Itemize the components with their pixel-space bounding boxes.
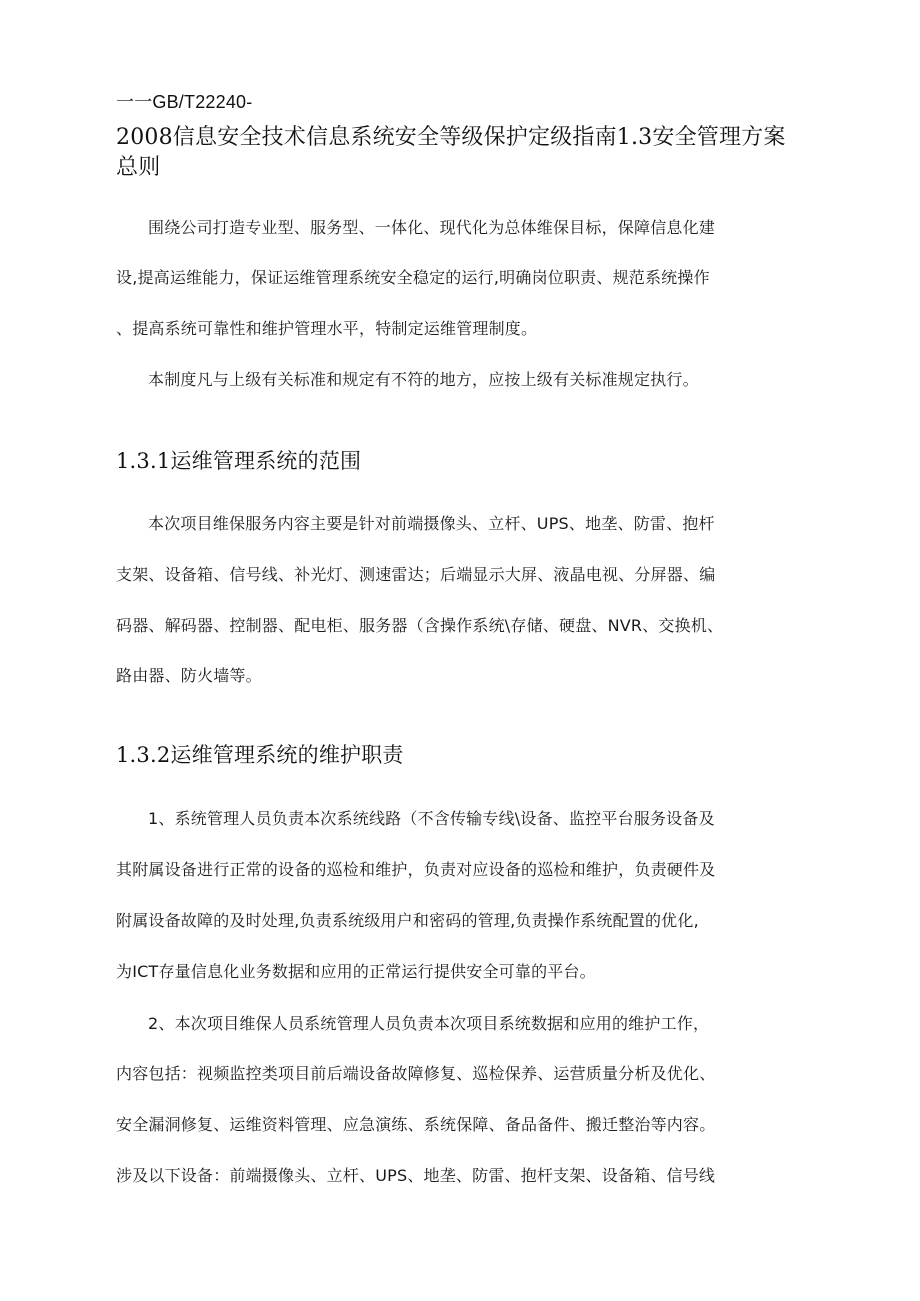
section-heading-1-3-1: 1.3.1运维管理系统的范围 [116,449,362,473]
document-title-line-2: 2008信息安全技术信息系统安全等级保护定级指南1.3安全管理方案 [116,125,786,150]
section-1-3-1-line-2: 支架、设备箱、信号线、补光灯、测速雷达；后端显示大屏、液晶电视、分屏器、编 [116,565,716,584]
document-title-line-1: 一一GB/T22240- [116,92,253,112]
intro-paragraph-line-1: 围绕公司打造专业型、服务型、一体化、现代化为总体维保目标，保障信息化建 [148,218,716,237]
section-heading-1-3-2: 1.3.2运维管理系统的维护职责 [116,743,404,767]
section-1-3-1-line-1: 本次项目维保服务内容主要是针对前端摄像头、立杆、UPS、地垄、防雷、抱杆 [148,514,715,533]
section-1-3-2-p2-line-3: 安全漏洞修复、运维资料管理、应急演练、系统保障、备品备件、搬迁整治等内容。 [116,1115,716,1134]
intro-paragraph-line-3: 、提高系统可靠性和维护管理水平，特制定运维管理制度。 [116,319,538,338]
document-title-line-3: 总则 [116,155,161,180]
section-1-3-2-p1-line-1: 1、系统管理人员负责本次系统线路（不含传输专线\设备、监控平台服务设备及 [148,809,715,828]
section-1-3-2-p2-line-1: 2、本次项目维保人员系统管理人员负责本次项目系统数据和应用的维护工作， [148,1014,710,1033]
section-1-3-2-p1-line-2: 其附属设备进行正常的设备的巡检和维护，负责对应设备的巡检和维护，负责硬件及 [116,860,716,879]
intro-paragraph-line-2: 设,提高运维能力，保证运维管理系统安全稳定的运行,明确岗位职责、规范系统操作 [116,268,710,287]
section-1-3-2-p2-line-4: 涉及以下设备：前端摄像头、立杆、UPS、地垄、防雷、抱杆支架、设备箱、信号线 [116,1166,716,1185]
section-1-3-1-line-3: 码器、解码器、控制器、配电柜、服务器（含操作系统\存储、硬盘、NVR、交换机、 [116,616,724,635]
section-1-3-2-p1-line-4: 为ICT存量信息化业务数据和应用的正常运行提供安全可靠的平台。 [116,962,596,981]
section-1-3-2-p1-line-3: 附属设备故障的及时处理,负责系统级用户和密码的管理,负责操作系统配置的优化, [116,911,699,930]
intro-paragraph-2-line-1: 本制度凡与上级有关标准和规定有不符的地方，应按上级有关标准规定执行。 [148,370,699,389]
section-1-3-2-p2-line-2: 内容包括：视频监控类项目前后端设备故障修复、巡检保养、运营质量分析及优化、 [116,1064,716,1083]
section-1-3-1-line-4: 路由器、防火墙等。 [116,666,262,685]
